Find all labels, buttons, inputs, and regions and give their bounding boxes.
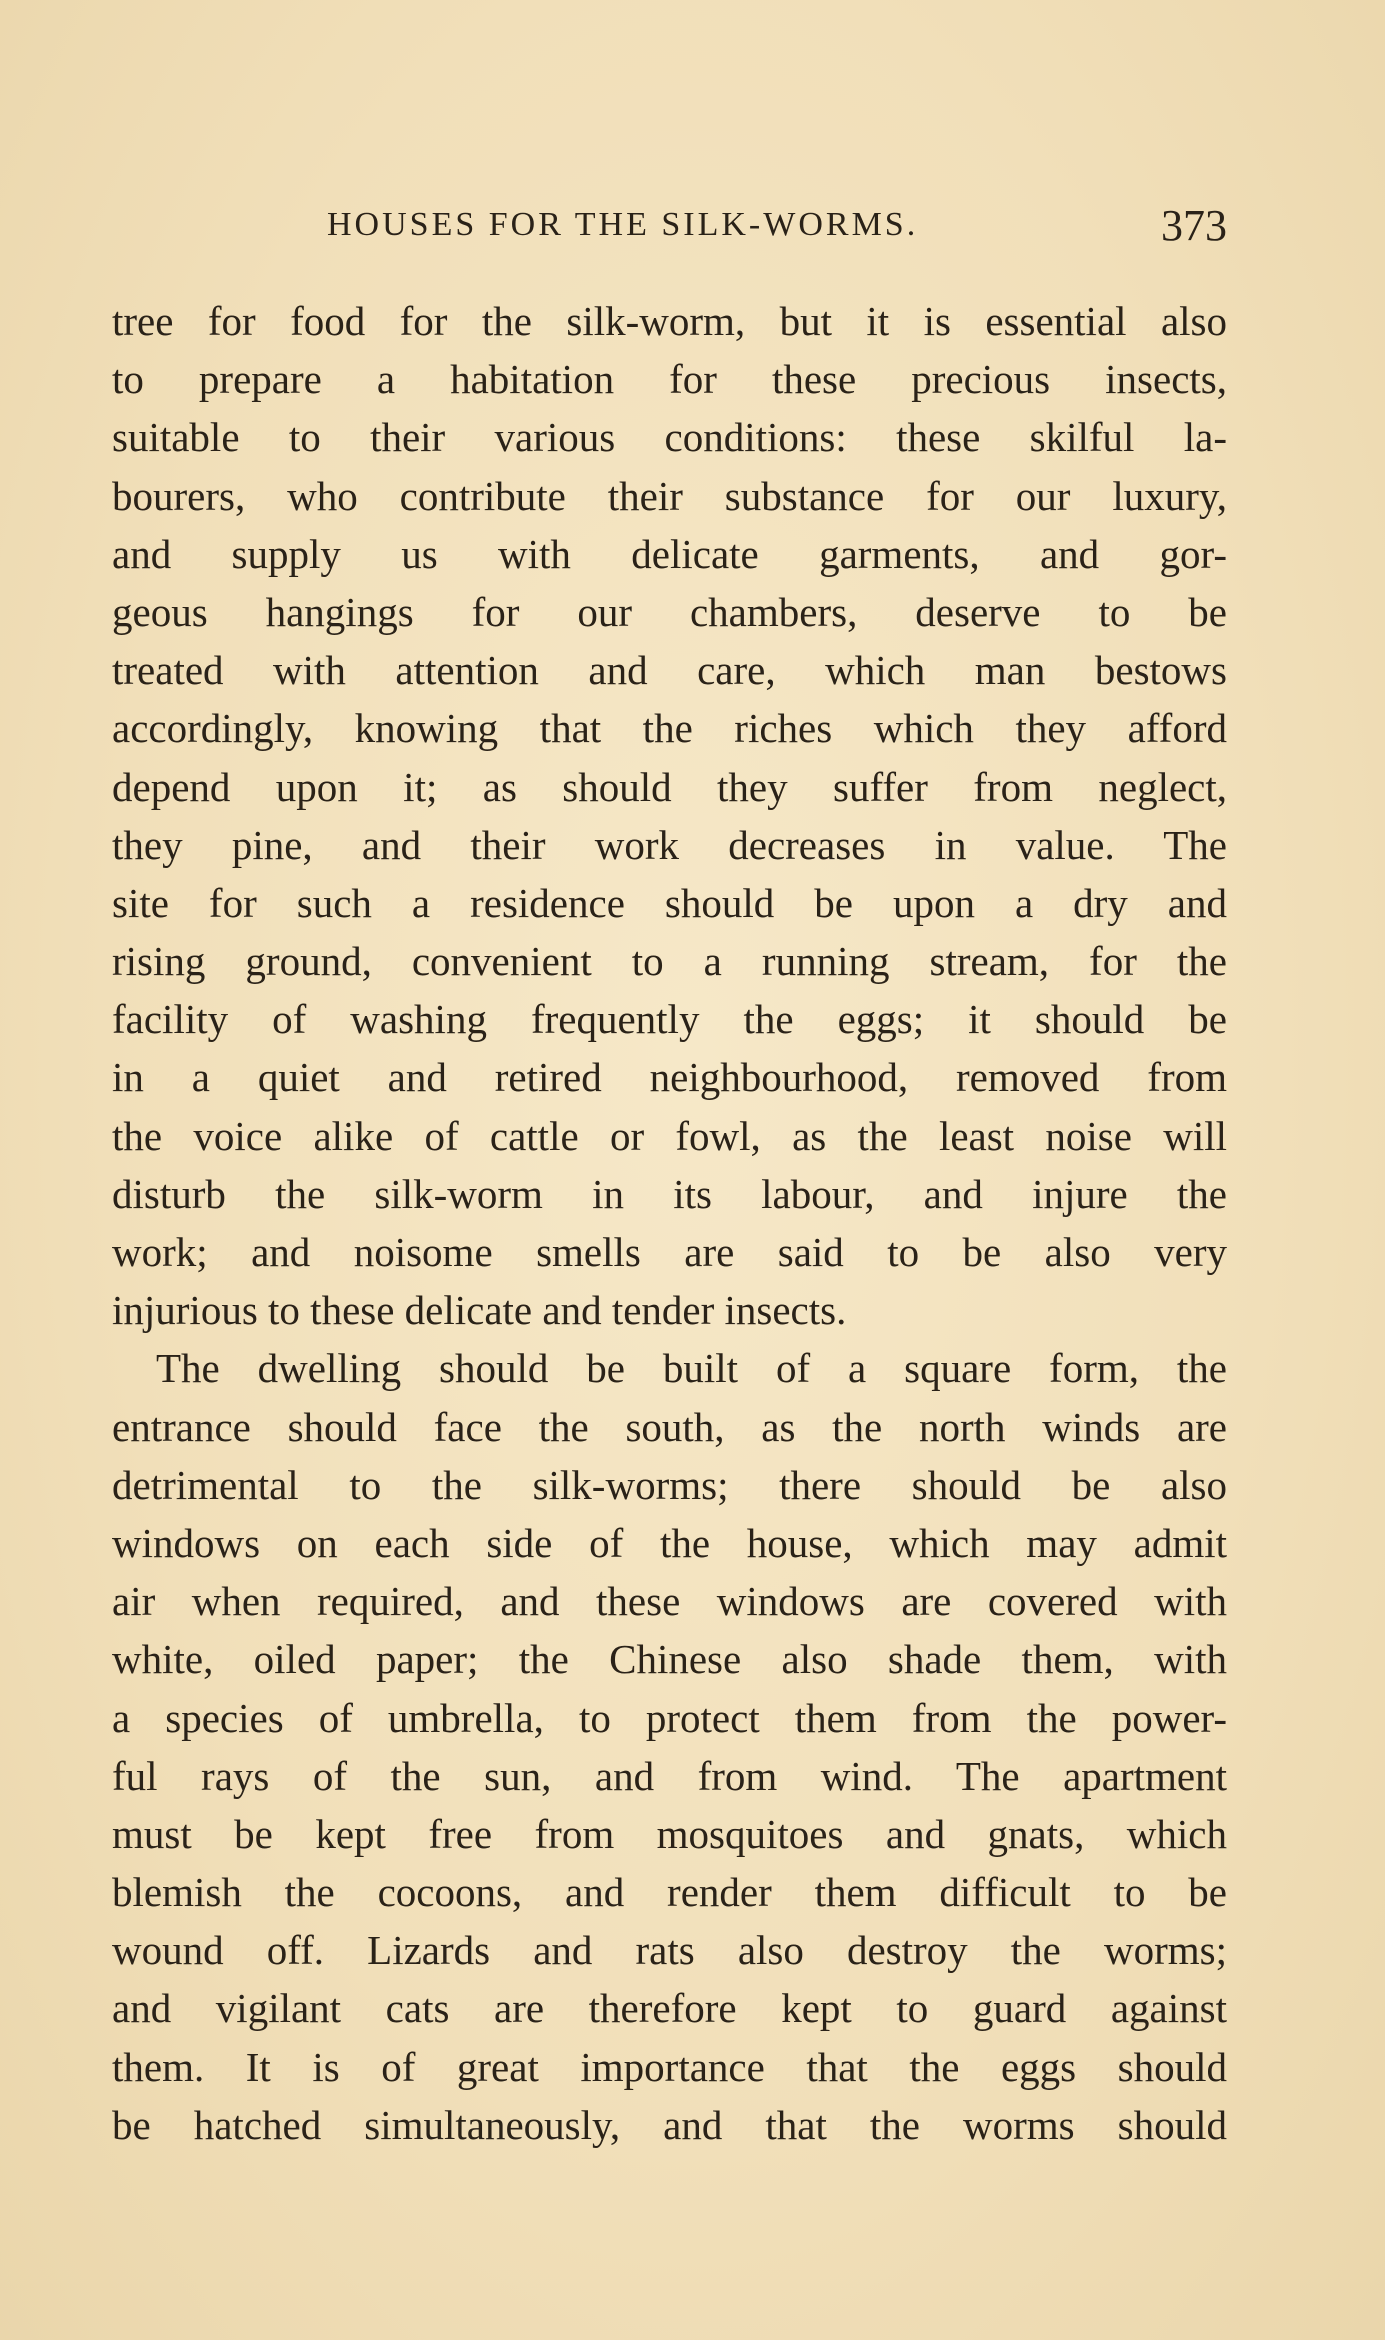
- text-line: and vigilant cats are therefore kept to guard against: [112, 1985, 1227, 2032]
- text-line: geous hangings for our chambers, deserve to be: [112, 588, 1227, 635]
- text-line: entrance should face the south, as the north winds are: [112, 1403, 1227, 1450]
- text-line: injurious to these delicate and tender insects.: [112, 1287, 847, 1334]
- text-line: they pine, and their work decreases in value. The: [112, 821, 1227, 868]
- text-line: blemish the cocoons, and render them difficult to be: [112, 1869, 1227, 1916]
- text-line: windows on each side of the house, which may admit: [112, 1519, 1227, 1566]
- running-head: [112, 200, 1227, 250]
- running-title: HOUSES FOR THE SILK-WORMS.: [327, 206, 919, 243]
- text-line: rising ground, convenient to a running stream, for the: [112, 938, 1227, 985]
- text-line: detrimental to the silk-worms; there should be also: [112, 1461, 1227, 1508]
- text-line: to prepare a habitation for these precious insects,: [112, 356, 1227, 403]
- text-line: accordingly, knowing that the riches which they afford: [112, 705, 1227, 752]
- text-line: must be kept free from mosquitoes and gnats, which: [112, 1810, 1227, 1857]
- text-line: depend upon it; as should they suffer from neglect,: [112, 763, 1227, 810]
- text-line: disturb the silk-worm in its labour, and injure the: [112, 1170, 1227, 1217]
- text-line: ful rays of the sun, and from wind. The apartment: [112, 1752, 1227, 1799]
- text-line: facility of washing frequently the eggs; it should be: [112, 996, 1227, 1043]
- text-line: the voice alike of cattle or fowl, as the least noise will: [112, 1112, 1227, 1159]
- text-line: work; and noisome smells are said to be also very: [112, 1229, 1227, 1275]
- text-line: treated with attention and care, which man bestows: [112, 647, 1227, 694]
- text-line: site for such a residence should be upon a dry and: [112, 879, 1227, 926]
- body-text: [112, 292, 1227, 2154]
- text-line: bourers, who contribute their substance for our luxury,: [112, 472, 1227, 519]
- text-line: wound off. Lizards and rats also destroy the worms;: [112, 1927, 1227, 1974]
- text-line: in a quiet and retired neighbourhood, removed from: [112, 1054, 1227, 1101]
- text-line: tree for food for the silk-worm, but it is essential also: [112, 298, 1227, 344]
- text-line: The dwelling should be built of a square form, the: [156, 1345, 1227, 1392]
- page-number: 373: [1161, 201, 1227, 250]
- text-line: air when required, and these windows are covered with: [112, 1578, 1227, 1625]
- text-line: and supply us with delicate garments, and gor-: [112, 530, 1227, 577]
- text-line: suitable to their various conditions: these skilful la-: [112, 414, 1227, 461]
- text-line: be hatched simultaneously, and that the worms should: [112, 2101, 1227, 2148]
- text-line: white, oiled paper; the Chinese also shade them, with: [112, 1636, 1227, 1683]
- text-line: them. It is of great importance that the eggs should: [112, 2043, 1227, 2090]
- text-line: a species of umbrella, to protect them from the power-: [112, 1694, 1227, 1741]
